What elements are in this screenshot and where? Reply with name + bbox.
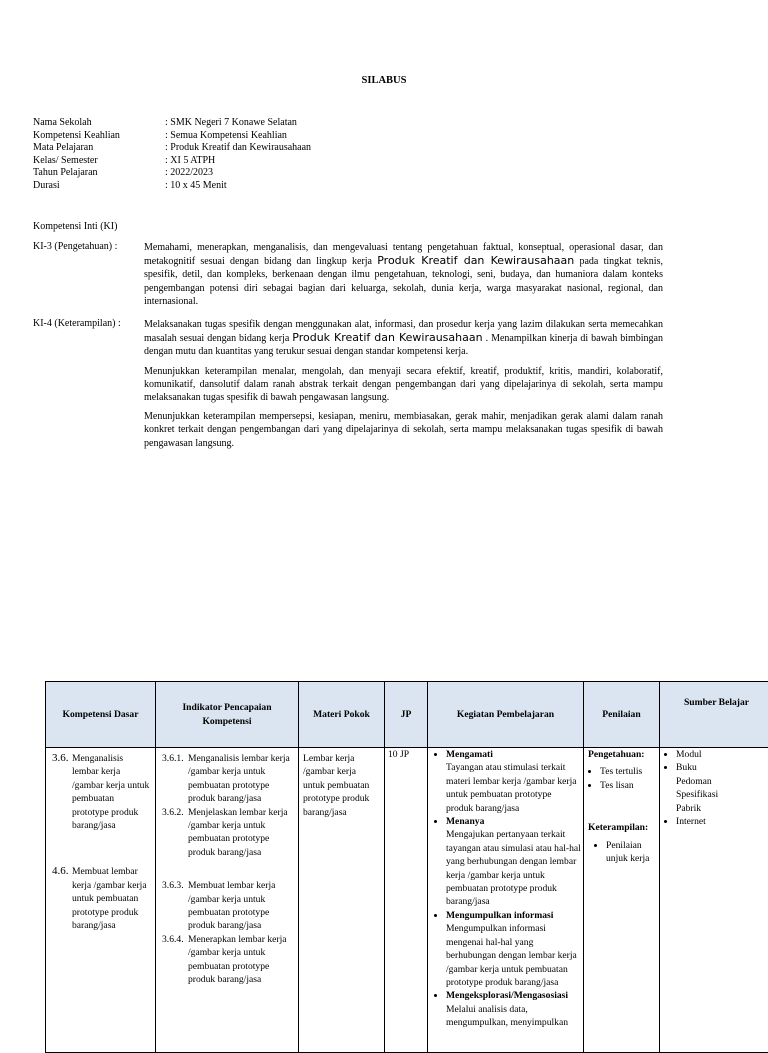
- kegiatan-title: Mengumpulkan informasi: [446, 910, 553, 921]
- info-block: [33, 117, 311, 193]
- indikator-text: Menerapkan lembar kerja /gambar kerja untuk pembuatan prototype produk barang/jasa: [188, 933, 294, 987]
- cell-sumber-belajar: [660, 748, 768, 1053]
- ki-heading: Kompetensi Inti (KI): [33, 221, 117, 234]
- kegiatan-item: [446, 748, 581, 815]
- ki3-text: [144, 241, 663, 308]
- jp-value: 10 JP: [388, 749, 409, 760]
- header-materi-pokok: Materi Pokok: [299, 682, 385, 748]
- indikator-number: 3.6.1.: [162, 752, 188, 806]
- cell-indikator: [156, 748, 299, 1053]
- header-jp: JP: [385, 682, 428, 748]
- ki4-p1-b: . Menampilkan kinerja di bawah bimbingan dengan mutu dan kuantitas yang terukur sesuai dengan standar kompetensi kerja.: [144, 333, 663, 357]
- info-label: Nama Sekolah: [33, 117, 165, 130]
- info-value: : 2022/2023: [165, 167, 213, 180]
- cell-kegiatan: [428, 748, 584, 1053]
- indikator-item: [162, 879, 294, 933]
- ki4-text: [144, 318, 663, 450]
- info-row: [33, 180, 311, 193]
- kd-item: [52, 865, 151, 932]
- penilaian-item: • Tes tertulis: [600, 765, 657, 778]
- info-label: Kompetensi Keahlian: [33, 130, 165, 143]
- ki3-label: KI-3 (Pengetahuan) :: [33, 241, 143, 254]
- kegiatan-title: Menanya: [446, 816, 484, 827]
- kd-number: 3.6.: [52, 752, 72, 832]
- ki4-label: KI-4 (Keterampilan) :: [33, 318, 143, 331]
- table-row: [46, 748, 768, 1053]
- indikator-number: 3.6.4.: [162, 933, 188, 987]
- ki4-block: [33, 318, 663, 456]
- ki4-product-name: Produk Kreatif dan Kewirausahaan: [292, 331, 482, 344]
- info-value: : Semua Kompetensi Keahlian: [165, 130, 287, 143]
- info-value: : SMK Negeri 7 Konawe Selatan: [165, 117, 297, 130]
- cell-penilaian: [584, 748, 660, 1053]
- indikator-item: [162, 752, 294, 806]
- header-kompetensi-dasar: Kompetensi Dasar: [46, 682, 156, 748]
- info-label: Durasi: [33, 180, 165, 193]
- document-title: SILABUS: [0, 74, 768, 87]
- kd-text: Menganalisis lembar kerja /gambar kerja untuk pembuatan prototype produk barang/jasa: [72, 752, 151, 832]
- info-value: : Produk Kreatif dan Kewirausahaan: [165, 142, 311, 155]
- ki3-text-a: Memahami, menerapkan, menganalisis, dan mengevaluasi tentang pengetahuan faktual, konseptual, operasional dasar, dan metakognitif sesuai dengan bidang dan lingkup kerja: [144, 242, 663, 267]
- penilaian-pengetahuan-title: Pengetahuan:: [588, 748, 657, 761]
- indikator-text: Membuat lembar kerja /gambar kerja untuk pembuatan prototype produk barang/jasa: [188, 879, 294, 933]
- kegiatan-title: Mengeksplorasi/Mengasosiasi: [446, 990, 568, 1001]
- penilaian-keterampilan-list: [588, 839, 657, 866]
- cell-jp: [385, 748, 428, 1053]
- info-row: [33, 130, 311, 143]
- sumber-item: • Internet: [676, 815, 721, 828]
- indikator-text: Menganalisis lembar kerja /gambar kerja untuk pembuatan prototype produk barang/jasa: [188, 752, 294, 806]
- kd-text: Membuat lembar kerja /gambar kerja untuk pembuatan prototype produk barang/jasa: [72, 865, 151, 932]
- kegiatan-item: [446, 909, 581, 989]
- indikator-item: [162, 933, 294, 987]
- kegiatan-item: [446, 989, 581, 1029]
- kegiatan-title: Mengamati: [446, 749, 493, 760]
- info-row: [33, 167, 311, 180]
- ki3-product-name: Produk Kreatif dan Kewirausahaan: [377, 254, 574, 267]
- kegiatan-text: Melalui analisis data, mengumpulkan, menyimpulkan: [446, 1004, 568, 1028]
- penilaian-item: • Penilaian unjuk kerja: [606, 839, 657, 866]
- header-sumber-belajar: Sumber Belajar: [660, 682, 768, 748]
- indikator-text: Menjelaskan lembar kerja /gambar kerja untuk pembuatan prototype produk barang/jasa: [188, 806, 294, 860]
- kegiatan-text: Mengumpulkan informasi mengenai hal-hal yang berhubungan dengan lembar kerja /gambar kerja untuk pembuatan prototype produk barang/jasa: [446, 923, 577, 988]
- indikator-item: [162, 806, 294, 860]
- penilaian-keterampilan-title: Keterampilan:: [588, 821, 657, 834]
- kegiatan-text: Mengajukan pertanyaan terkait tayangan atau simulasi atau hal-hal yang berhubungan dengan lembar kerja /gambar kerja untuk pembuatan prototype produk barang/jasa: [446, 829, 581, 907]
- indikator-number: 3.6.2.: [162, 806, 188, 860]
- kegiatan-list: [428, 748, 581, 1030]
- cell-materi-pokok: [299, 748, 385, 1053]
- ki3-block: [33, 241, 663, 314]
- sumber-item: • Modul: [676, 748, 721, 761]
- sumber-list: [660, 748, 768, 828]
- ki3-text-b: pada tingkat teknis, spesifik, detil, dan kompleks, berkenaan dengan ilmu pengetahuan, teknologi, seni, budaya, dan humaniora dalam konteks pengembangan potensi diri sebagai bagian dari keluarga, sekolah, dunia kerja, warga masyarakat nasional, regional, dan internasional.: [144, 256, 663, 307]
- header-kegiatan: Kegiatan Pembelajaran: [428, 682, 584, 748]
- indikator-number: 3.6.3.: [162, 879, 188, 933]
- table-header-row: [46, 682, 768, 748]
- sumber-item: • Buku Pedoman Spesifikasi Pabrik: [676, 761, 721, 815]
- ki4-p3: Menunjukkan keterampilan mempersepsi, kesiapan, meniru, membiasakan, gerak mahir, menjadikan gerak alami dalam ranah konkret terkait dengan pengembangan dari yang dipelajarinya di sekolah, serta mampu melaksanakan tugas spesifik di bawah pengawasan langsung.: [144, 410, 663, 450]
- info-value: : 10 x 45 Menit: [165, 180, 227, 193]
- ki4-p1-a: Melaksanakan tugas spesifik dengan menggunakan alat, informasi, dan prosedur kerja yang lazim dilakukan serta memecahkan masalah sesuai dengan bidang kerja: [144, 319, 663, 344]
- info-row: [33, 142, 311, 155]
- kegiatan-item: [446, 815, 581, 909]
- kd-item: [52, 752, 151, 832]
- info-row: [33, 117, 311, 130]
- kd-number: 4.6.: [52, 865, 72, 932]
- header-indikator: Indikator Pencapaian Kompetensi: [156, 682, 299, 748]
- materi-text: Lembar kerja /gambar kerja untuk pembuatan prototype produk barang/jasa: [303, 753, 369, 818]
- ki4-p2: Menunjukkan keterampilan menalar, mengolah, dan menyaji secara efektif, kreatif, produktif, kritis, mandiri, kolaboratif, komunikatif, dansolutif dalam ranah abstrak terkait dengan pengembangan dari yang dipelajarinya di sekolah, serta mampu melaksanakan tugas spesifik di bawah pengawasan langsung.: [144, 365, 663, 405]
- silabus-table: [45, 681, 768, 1053]
- info-row: [33, 155, 311, 168]
- cell-kompetensi-dasar: [46, 748, 156, 1053]
- info-label: Mata Pelajaran: [33, 142, 165, 155]
- info-value: : XI 5 ATPH: [165, 155, 215, 168]
- penilaian-item: • Tes lisan: [600, 779, 657, 792]
- header-penilaian: Penilaian: [584, 682, 660, 748]
- info-label: Tahun Pelajaran: [33, 167, 165, 180]
- kegiatan-text: Tayangan atau stimulasi terkait materi lembar kerja /gambar kerja untuk pembuatan prototype produk barang/jasa: [446, 762, 577, 813]
- info-label: Kelas/ Semester: [33, 155, 165, 168]
- penilaian-pengetahuan-list: [588, 765, 657, 792]
